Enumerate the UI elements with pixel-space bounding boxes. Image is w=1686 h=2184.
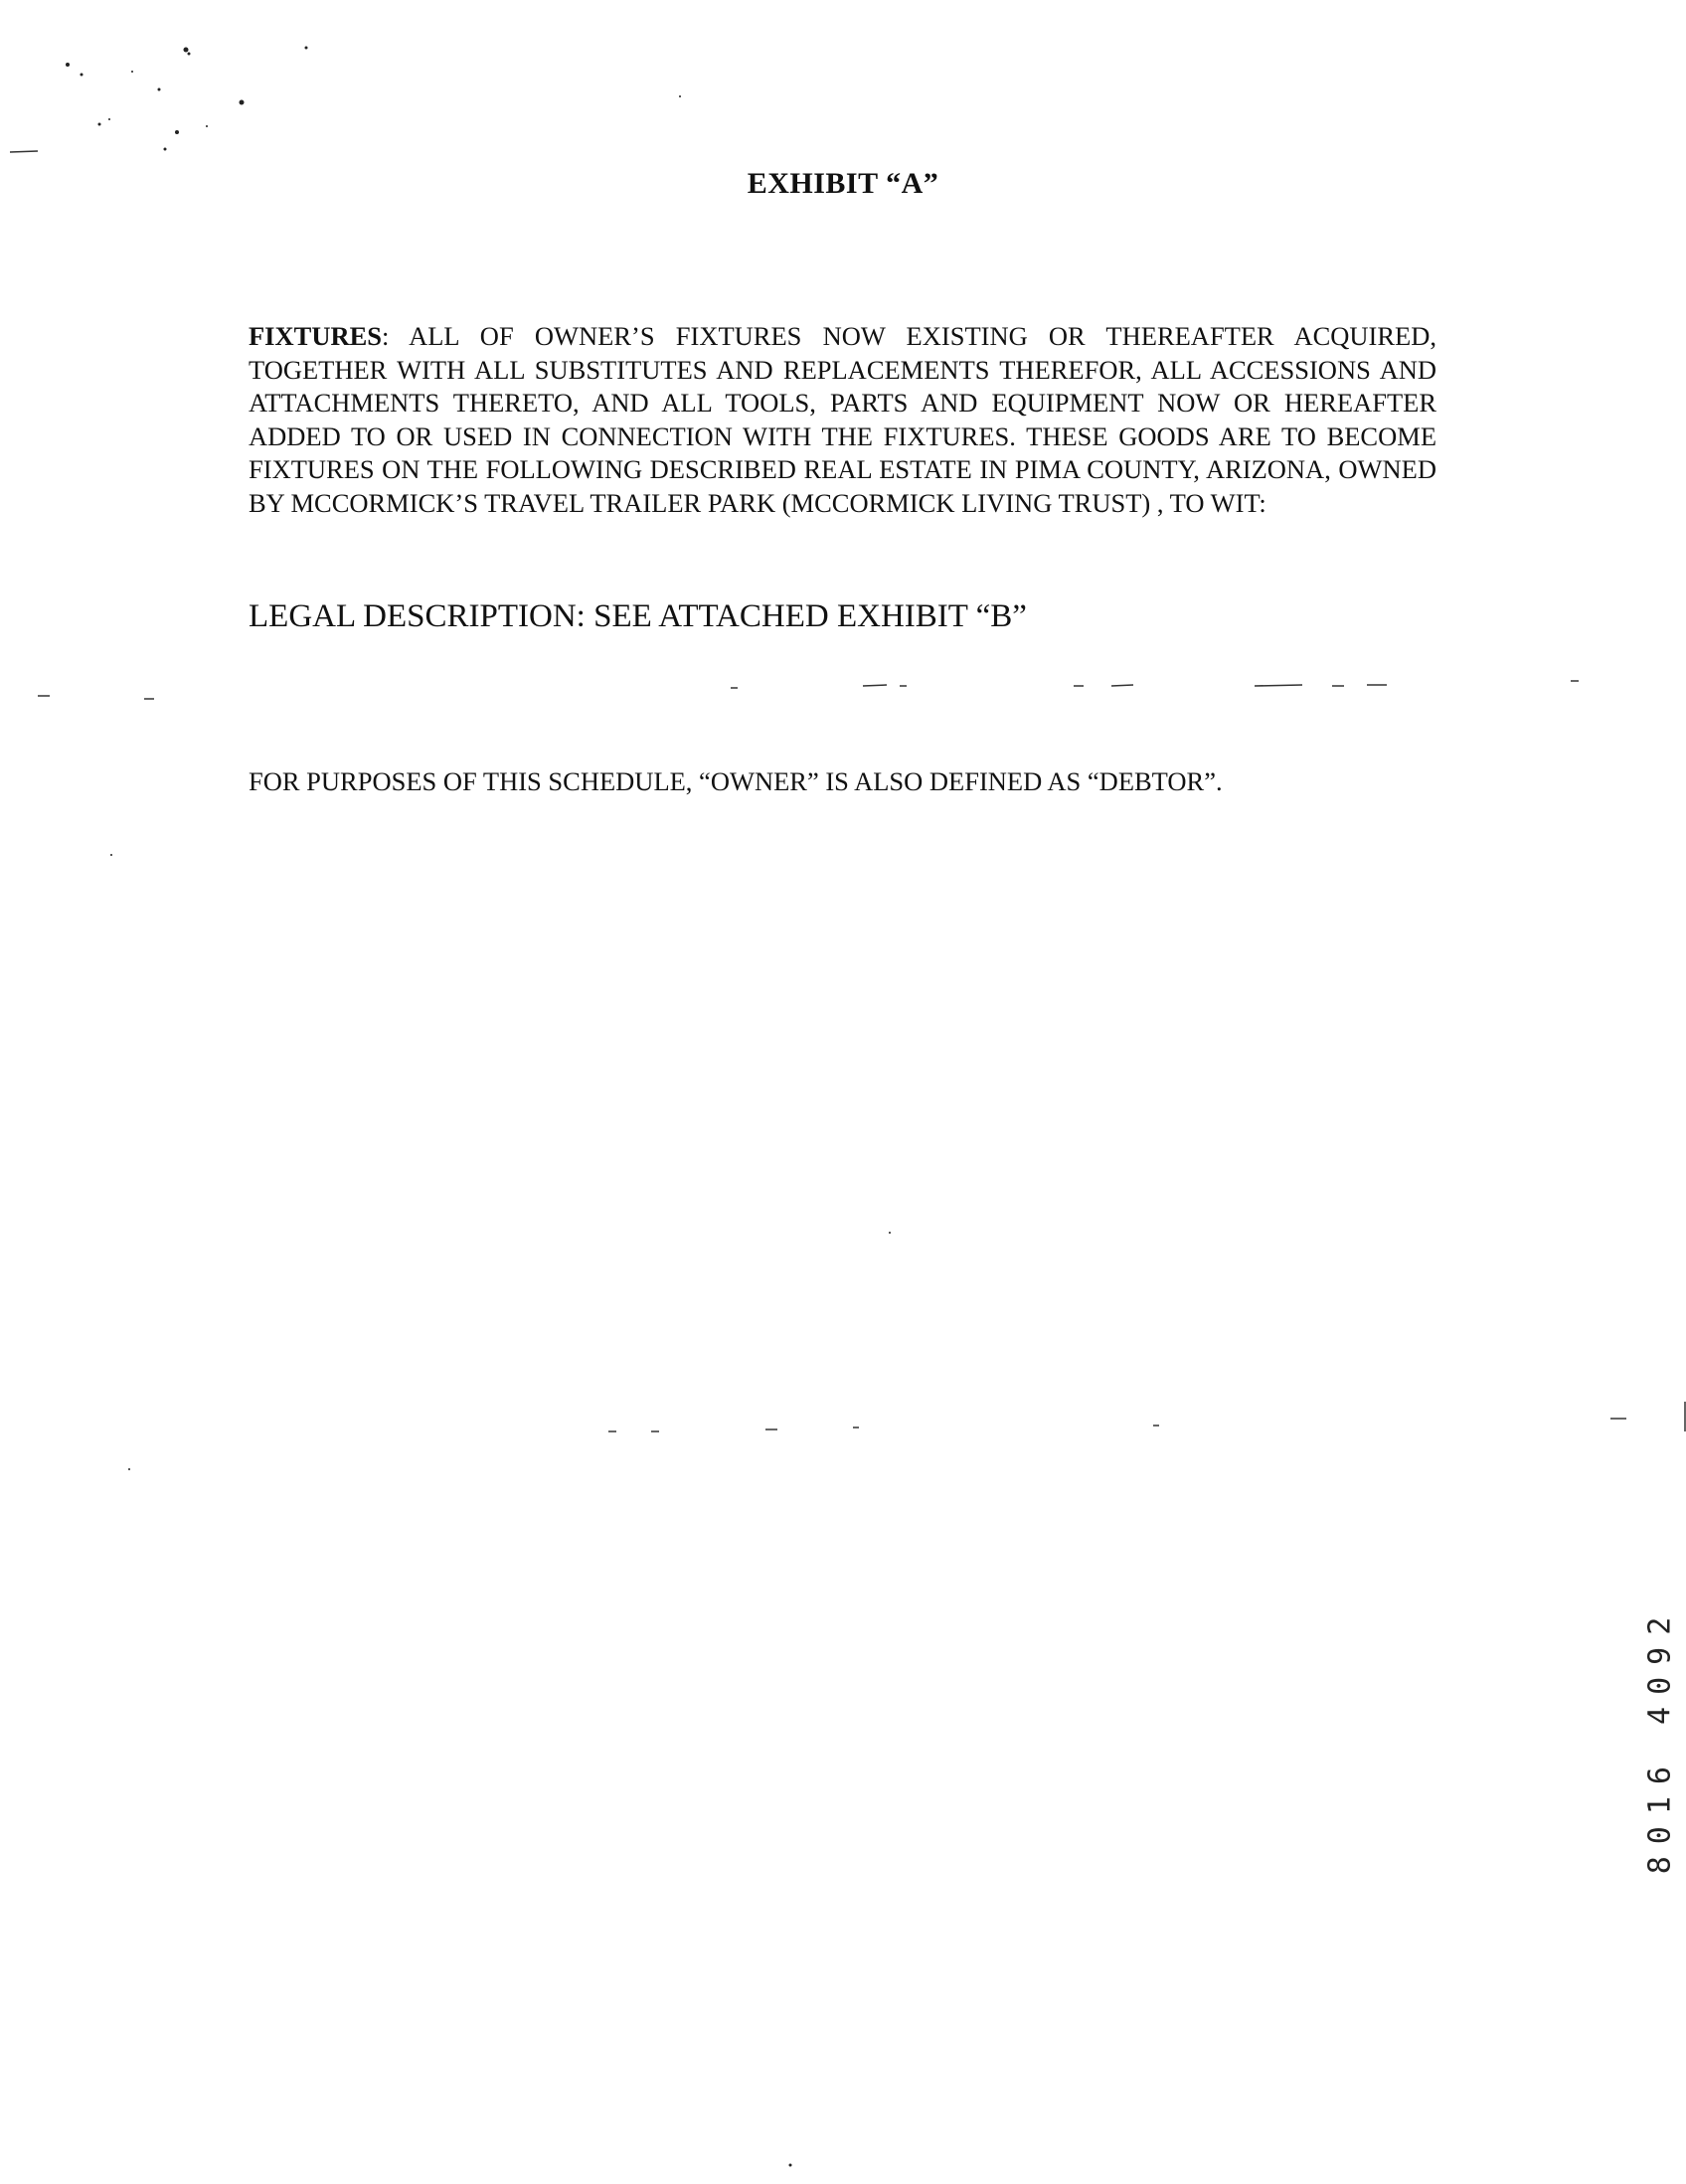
fixtures-text: : ALL OF OWNER’S FIXTURES NOW EXISTING OR THEREAFTER ACQUIRED, TOGETHER WITH ALL SUBSTITUTES AND REPLACEMENTS THEREFOR, ALL ACCESSIONS AND ATTACHMENTS THERETO, AND ALL TOOLS, PARTS AND EQUIPMENT NOW OR HEREAFTER ADDED TO OR USED IN CONNECTION WITH THE FIXTURES. THESE GOODS ARE TO BECOME FIXTURES ON THE FOLLOWING DESCRIBED REAL ESTATE IN PIMA COUNTY, ARIZONA, OWNED BY MCCORMICK’S TRAVEL TRAILER PARK (MCCORMICK LIVING TRUST) , TO WIT: xyxy=(249,321,1436,518)
document-number: 8016 4092 xyxy=(1642,1604,1678,1875)
purposes-note: FOR PURPOSES OF THIS SCHEDULE, “OWNER” IS ALSO DEFINED AS “DEBTOR”. xyxy=(249,766,1223,796)
fixtures-paragraph xyxy=(249,320,1436,520)
legal-description: LEGAL DESCRIPTION: SEE ATTACHED EXHIBIT “B” xyxy=(249,598,1027,634)
fixtures-label: FIXTURES xyxy=(249,321,383,351)
document-number-stamp xyxy=(1640,1571,1680,1909)
exhibit-title: EXHIBIT “A” xyxy=(747,167,939,200)
